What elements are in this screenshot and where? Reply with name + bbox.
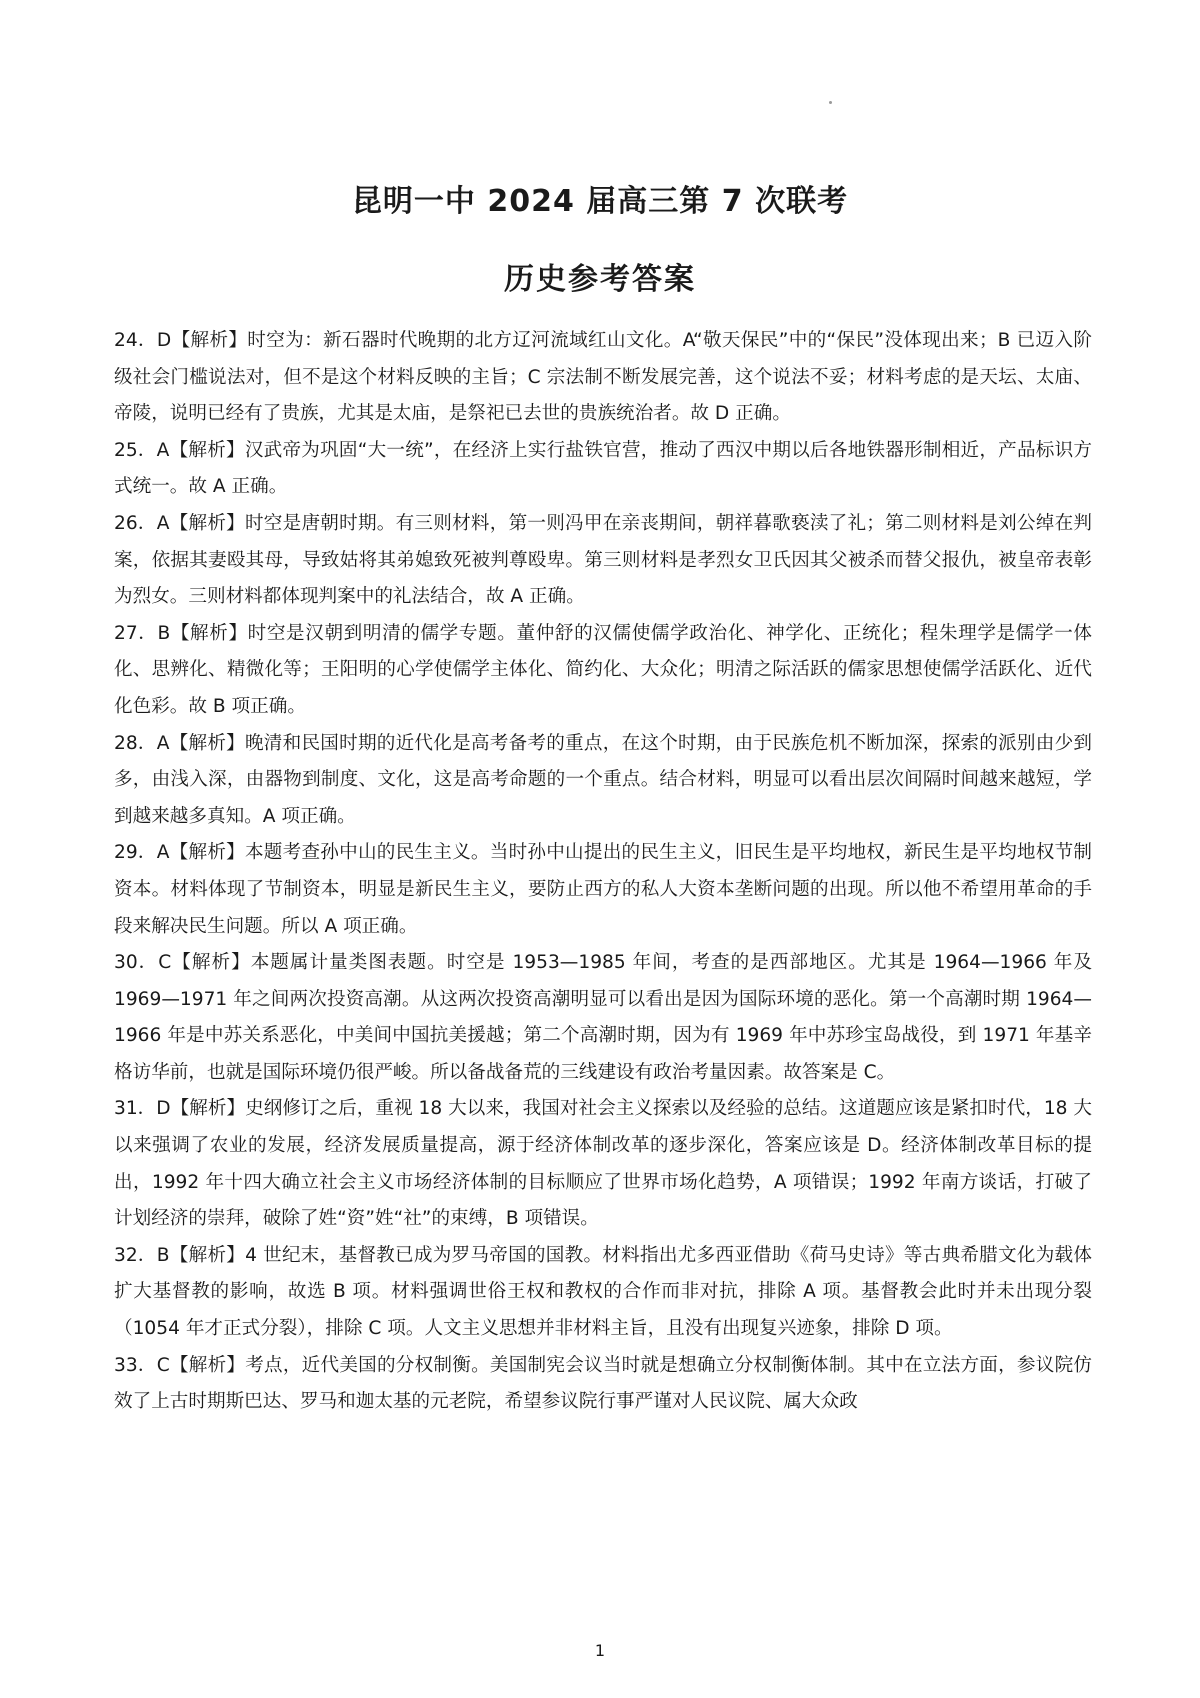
answer-item-33: 33．C【解析】考点，近代美国的分权制衡。美国制宪会议当时就是想确立分权制衡体制。其中在立法方面，参议院仿效了上古时期斯巴达、罗马和迦太基的元老院，希望参议院行事严谨对人民议院、属大众政 [114, 1354, 1092, 1413]
document-title: 昆明一中 2024 届高三第 7 次联考 [351, 184, 849, 219]
answer-item-25: 25．A【解析】汉武帝为巩固“大一统”，在经济上实行盐铁官营，推动了西汉中期以后各地铁器形制相近，产品标识方式统一。故 A 正确。 [114, 439, 1092, 498]
answer-list [114, 323, 1092, 1421]
answer-item-31: 31．D【解析】史纲修订之后，重视 18 大以来，我国对社会主义探索以及经验的总结。这道题应该是紧扣时代，18 大以来强调了农业的发展，经济发展质量提高，源于经济体制改革的逐步深化，答案应该是 D。经济体制改革目标的提出，1992 年十四大确立社会主义市场经济体制的目标顺应了世界市场化趋势，A 项错误；1992 年南方谈话，打破了计划经济的崇拜，破除了姓“资”姓“社”的束缚，B 项错误。 [114, 1098, 1092, 1230]
page-number: 1 [594, 1641, 606, 1660]
answer-item-32: 32．B【解析】4 世纪末，基督教已成为罗马帝国的国教。材料指出尤多西亚借助《荷马史诗》等古典希腊文化为载体扩大基督教的影响，故选 B 项。材料强调世俗王权和教权的合作而非对抗，排除 A 项。基督教会此时并未出现分裂（1054 年才正式分裂），排除 C 项。人文主义思想并非材料主旨，且没有出现复兴迹象，排除 D 项。 [114, 1244, 1092, 1340]
answer-item-27: 27．B【解析】时空是汉朝到明清的儒学专题。董仲舒的汉儒使儒学政治化、神学化、正统化；程朱理学是儒学一体化、思辨化、精微化等；王阳明的心学使儒学主体化、简约化、大众化；明清之际活跃的儒家思想使儒学活跃化、近代化色彩。故 B 项正确。 [114, 622, 1092, 717]
document-subtitle: 历史参考答案 [504, 262, 696, 297]
answer-item-30: 30．C【解析】本题属计量类图表题。时空是 1953—1985 年间，考查的是西部地区。尤其是 1964—1966 年及 1969—1971 年之间两次投资高潮。从这两次投资高潮明显可以看出是因为国际环境的恶化。第一个高潮时期 1964—1966 年是中苏关系恶化，中美间中国抗美援越；第二个高潮时期，因为有 1969 年中苏珍宝岛战役，到 1971 年基辛格访华前，也就是国际环境仍很严峻。所以备战备荒的三线建设有政治考量因素。故答案是 C。 [114, 952, 1092, 1083]
answer-item-24: 24．D【解析】时空为：新石器时代晚期的北方辽河流域红山文化。A“敬天保民”中的“保民”没体现出来；B 已迈入阶级社会门槛说法对，但不是这个材料反映的主旨；C 宗法制不断发展完善，这个说法不妥；材料考虑的是天坛、太庙、帝陵，说明已经有了贵族，尤其是太庙，是祭祀已去世的贵族统治者。故 D 正确。 [114, 330, 1092, 425]
scan-dot-mark [829, 101, 832, 104]
answer-item-26: 26．A【解析】时空是唐朝时期。有三则材料，第一则冯甲在亲丧期间，朝祥暮歌亵渎了礼；第二则材料是刘公绰在判案，依据其妻殴其母，导致姑将其弟媳致死被判尊殴卑。第三则材料是孝烈女卫氏因其父被杀而替父报仇，被皇帝表彰为烈女。三则材料都体现判案中的礼法结合，故 A 正确。 [114, 512, 1092, 608]
answer-item-29: 29．A【解析】本题考查孙中山的民生主义。当时孙中山提出的民生主义，旧民生是平均地权，新民生是平均地权节制资本。材料体现了节制资本，明显是新民生主义，要防止西方的私人大资本垄断问题的出现。所以他不希望用革命的手段来解决民生问题。所以 A 项正确。 [114, 842, 1092, 937]
answer-item-28: 28．A【解析】晚清和民国时期的近代化是高考备考的重点，在这个时期，由于民族危机不断加深，探索的派别由少到多，由浅入深，由器物到制度、文化，这是高考命题的一个重点。结合材料，明显可以看出层次间隔时间越来越短，学到越来越多真知。A 项正确。 [114, 732, 1092, 827]
